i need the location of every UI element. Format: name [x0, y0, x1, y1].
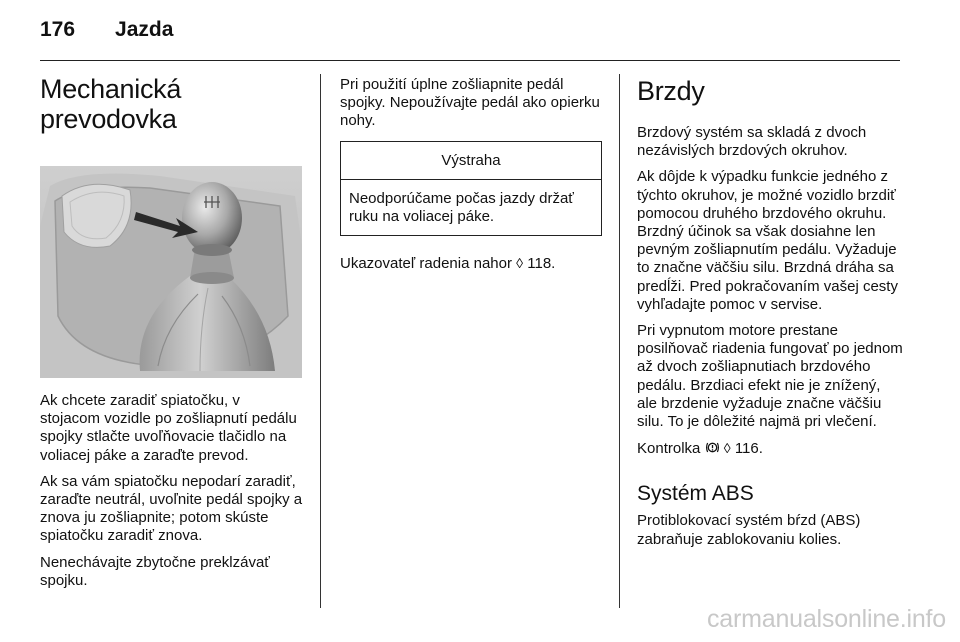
gear-shift-lever-illustration [40, 166, 302, 378]
paragraph: Ak dôjde k výpadku funkcie jedného z týchto okruhov, je možné vozidlo brzdiť pomocou druhého brzdového okruhu. Brzdný účinok sa však dosiahne len pevným zošliapnutím pedálu. Vyžaduje to značne väčšiu silu. Brzdná dráha sa predĺži. Pred pokračovaním vašej cesty vyhľadajte pomoc v servise. [637, 168, 898, 313]
page-reference-arrow-icon: ◊ [723, 440, 731, 457]
heading-line-2: prevodovka [40, 104, 177, 134]
heading-line-1: Mechanická [40, 74, 182, 104]
subheading-abs: Systém ABS [637, 482, 754, 506]
watermark: carmanualsonline.info [706, 605, 946, 633]
column-divider-1 [320, 74, 321, 608]
paragraph: Nenechávajte zbytočne preklzávať spojku. [40, 553, 270, 589]
paragraph: Brzdový systém sa skladá z dvoch nezávislých brzdových okruhov. [637, 124, 867, 160]
section-heading-brakes: Brzdy [637, 76, 705, 106]
reference-page[interactable]: 116. [734, 440, 763, 458]
reference-page[interactable]: 118. [527, 255, 556, 273]
warning-box [340, 141, 602, 236]
warning-text: Neodporúčame počas jazdy držať ruku na voliacej páke. [349, 189, 574, 225]
paragraph: Pri vypnutom motore prestane posilňovač riadenia fungovať po jednom až dvoch zošliapnutiach brzdového pedálu. Brzdiaci efekt nie je znížený, ale brzdenie vyžaduje značne väčšiu silu. To je dôležité najmä pri vlečení. [637, 322, 903, 431]
page-reference-arrow-icon: ◊ [516, 255, 524, 272]
header-rule [40, 60, 900, 61]
page-header [40, 18, 173, 48]
brake-warning-icon [705, 440, 720, 455]
brake-indicator-reference [637, 439, 903, 458]
paragraph: Protiblokovací systém bŕzd (ABS) zabraňuje zablokovaniu kolies. [637, 512, 861, 548]
column-clutch-warning [340, 74, 602, 273]
paragraph: Ak sa vám spiatočku nepodarí zaradiť, zaraďte neutrál, uvoľnite pedál spojky a znova ju zošliapnite; potom skúste spiatočku zaradiť znova. [40, 472, 303, 545]
column-manual-transmission [40, 74, 304, 590]
page-number: 176 [40, 18, 76, 41]
warning-title: Výstraha [341, 142, 601, 180]
running-title: Jazda [115, 18, 174, 41]
column-divider-2 [619, 74, 620, 608]
reference-text: Ukazovateľ radenia nahor [340, 255, 512, 273]
shift-indicator-reference [340, 254, 602, 273]
section-heading-manual-transmission [40, 74, 304, 134]
reference-text: Kontrolka [637, 440, 701, 458]
column-brakes [637, 74, 903, 549]
paragraph: Ak chcete zaradiť spiatočku, v stojacom vozidle po zošliapnutí pedálu spojky stlačte uvoľňovacie tlačidlo na voliacej páke a zaraďte prevod. [40, 392, 297, 464]
paragraph: Pri použití úplne zošliapnite pedál spojky. Nepoužívajte pedál ako opierku nohy. [340, 76, 600, 130]
